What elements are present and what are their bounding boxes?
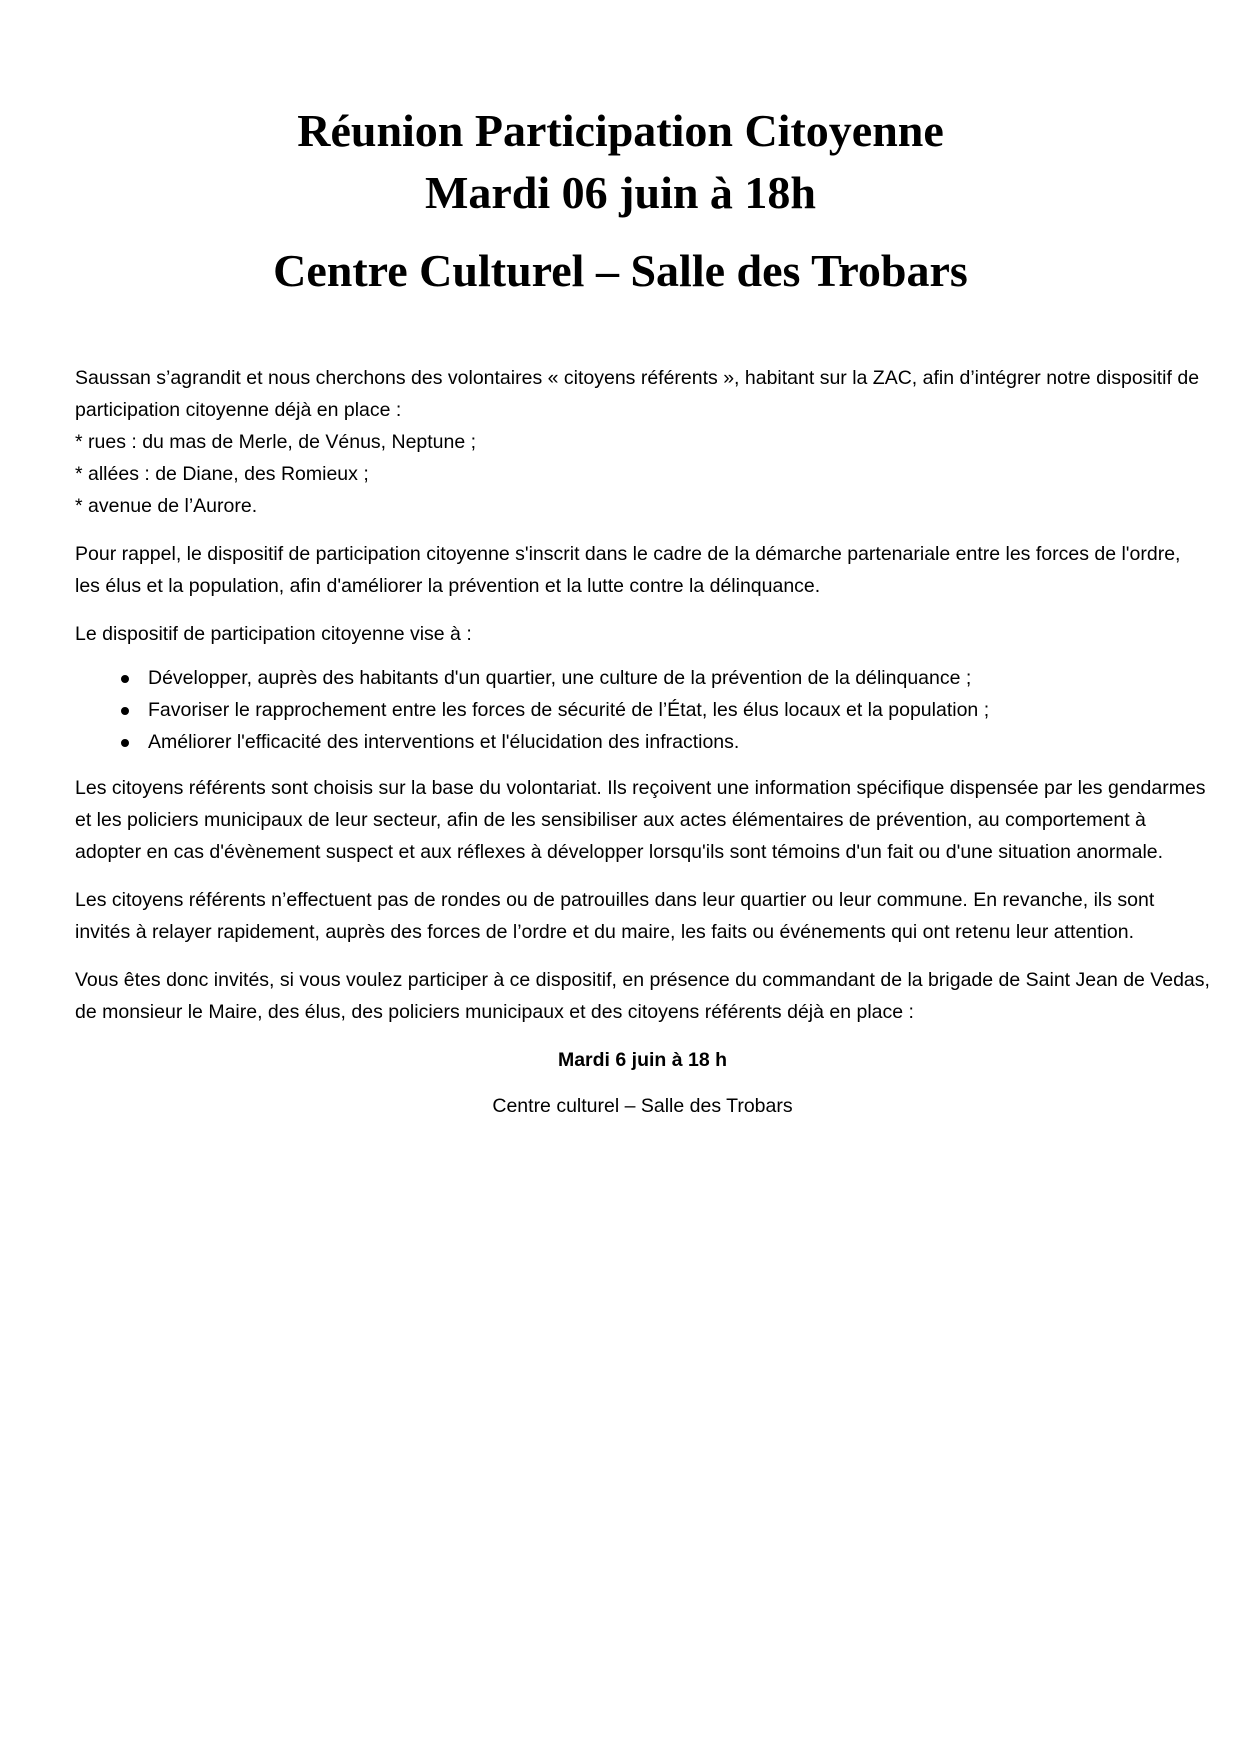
document-header	[0, 100, 1241, 302]
intro-paragraph	[75, 362, 1210, 522]
footer-venue: Centre culturel – Salle des Trobars	[492, 1095, 793, 1117]
referents-selection-paragraph: Les citoyens référents sont choisis sur la base du volontariat. Ils reçoivent une information spécifique dispensée par les gendarmes et les policiers municipaux de leur secteur, afin de les sensibiliser aux actes élémentaires de prévention, au comportement à adopter en cas d'évènement suspect et aux réflexes à développer lorsqu'ils sont témoins d'un fait ou d'une situation anormale.	[75, 777, 1206, 863]
list-item	[148, 694, 1210, 726]
aims-lead: Le dispositif de participation citoyenne vise à :	[75, 623, 472, 645]
meeting-date: Mardi 06 juin à 18h	[424, 167, 817, 218]
reminder-paragraph: Pour rappel, le dispositif de participation citoyenne s'inscrit dans le cadre de la démarche partenariale entre les forces de l'ordre, les élus et la population, afin d'améliorer la prévention et la lutte contre la délinquance.	[75, 543, 1181, 597]
invitation-paragraph: Vous êtes donc invités, si vous voulez participer à ce dispositif, en présence du commandant de la brigade de Saint Jean de Vedas, de monsieur le Maire, des élus, des policiers municipaux et des citoyens référents déjà en place :	[75, 969, 1210, 1023]
intro-text: Saussan s’agrandit et nous cherchons des volontaires « citoyens référents », habitant sur la ZAC, afin d’intégrer notre dispositif de participation citoyenne déjà en place :	[75, 367, 1200, 421]
street-line-avenue: * avenue de l’Aurore.	[75, 495, 258, 517]
list-item	[148, 726, 1210, 758]
bullet-icon	[121, 675, 129, 683]
aim-text: Développer, auprès des habitants d'un quartier, une culture de la prévention de la délinquance ;	[148, 667, 972, 689]
footer-date: Mardi 6 juin à 18 h	[557, 1049, 728, 1071]
list-item	[148, 662, 1210, 694]
referents-role-paragraph: Les citoyens référents n’effectuent pas de rondes ou de patrouilles dans leur quartier ou leur commune. En revanche, ils sont invités à relayer rapidement, auprès des forces de l’ordre et du maire, les faits ou événements qui ont retenu leur attention.	[75, 889, 1155, 943]
bullet-icon	[121, 739, 129, 747]
meeting-venue: Centre Culturel – Salle des Trobars	[273, 245, 968, 296]
meeting-title: Réunion Participation Citoyenne	[297, 105, 944, 156]
bullet-icon	[121, 707, 129, 715]
document-body	[75, 362, 1210, 1136]
street-line-rues: * rues : du mas de Merle, de Vénus, Neptune ;	[75, 431, 477, 453]
street-line-allees: * allées : de Diane, des Romieux ;	[75, 463, 369, 485]
aims-list	[75, 662, 1210, 758]
aim-text: Favoriser le rapprochement entre les forces de sécurité de l’État, les élus locaux et la population ;	[148, 699, 990, 721]
aim-text: Améliorer l'efficacité des interventions et l'élucidation des infractions.	[148, 731, 740, 753]
